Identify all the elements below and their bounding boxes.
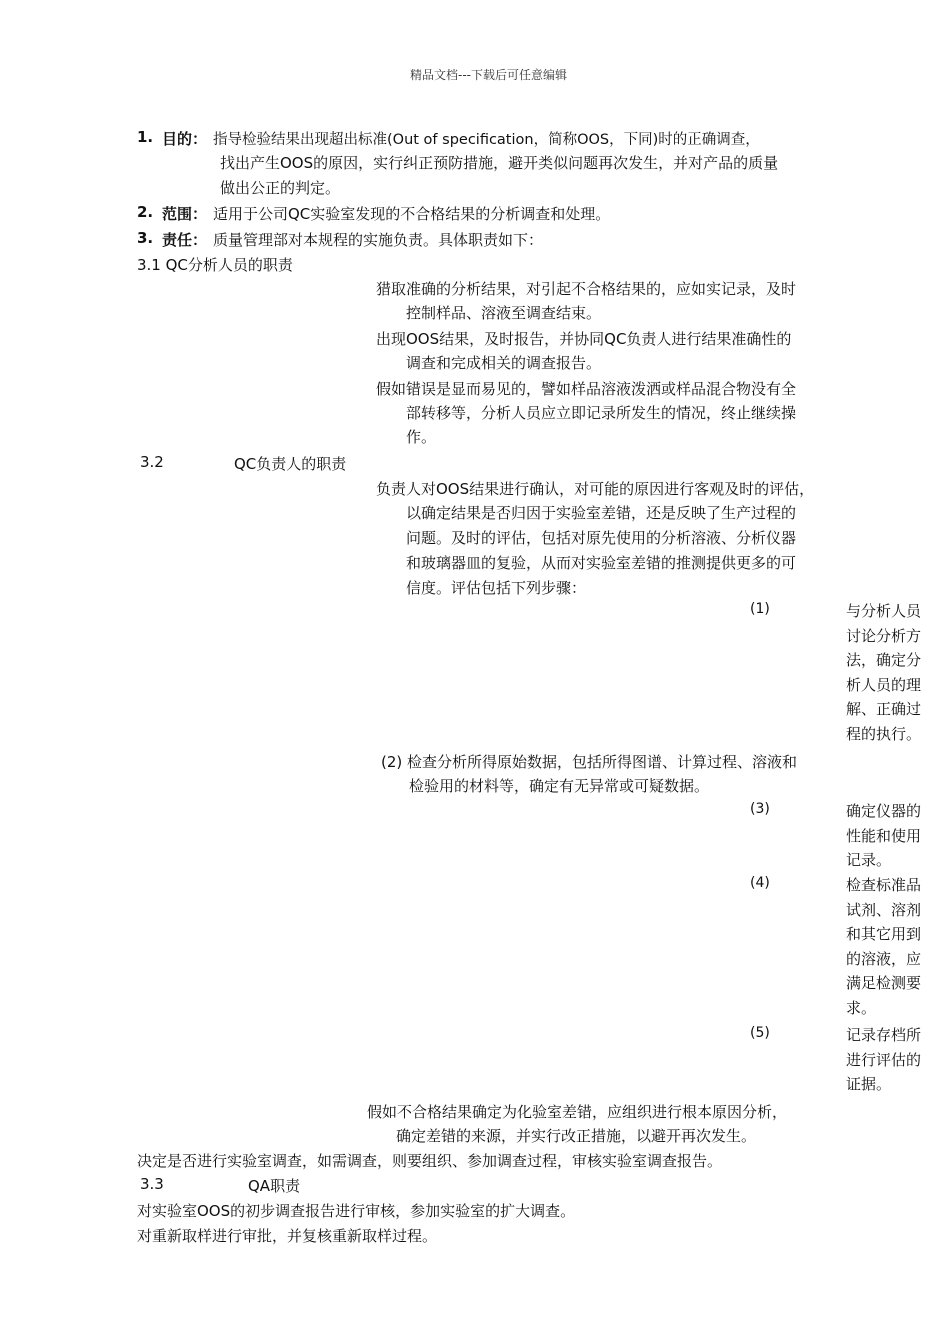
- section-3-3-title: QA职责: [248, 1177, 301, 1195]
- step-1-text: [846, 599, 921, 746]
- s32-p3: 决定是否进行实验室调查，如需调查，则要组织、参加调查过程，审核实验室调查报告。: [137, 1152, 723, 1170]
- section-1-number: 1.: [137, 128, 154, 146]
- section-2-label: 范围：: [162, 205, 208, 223]
- step-1-line: 与分析人员: [846, 602, 922, 620]
- s31-p2-line-2: 调查和完成相关的调查报告。: [406, 354, 602, 372]
- section-1-label: 目的：: [162, 130, 208, 148]
- s32-p2-line-2: 确定差错的来源，并实行改正措施，以避开再次发生。: [396, 1127, 757, 1145]
- step-5-line: 证据。: [846, 1075, 892, 1093]
- s32-p1-line-5: 信度。评估包括下列步骤：: [406, 579, 587, 597]
- section-2-number: 2.: [137, 203, 154, 221]
- step-5-text: [846, 1023, 921, 1097]
- step-2-line-2: 检验用的材料等，确定有无异常或可疑数据。: [409, 777, 710, 795]
- step-4-number: (4): [750, 875, 770, 891]
- section-1-line-1: 指导检验结果出现超出标准(Out of specification，简称OOS，下同)时的正确调查，: [213, 132, 760, 148]
- step-5-line: 进行评估的: [846, 1050, 922, 1069]
- step-2-line-1: (2) 检查分析所得原始数据，包括所得图谱、计算过程、溶液和: [381, 753, 798, 771]
- s31-p3-line-1: 假如错误是显而易见的，譬如样品溶液泼洒或样品混合物没有全: [376, 380, 797, 398]
- step-4-line: 满足检测要: [846, 974, 922, 992]
- step-4-line: 的溶液，应: [846, 949, 922, 968]
- s33-line-2: 对重新取样进行审批，并复核重新取样过程。: [137, 1227, 438, 1245]
- s32-p1-line-1: 负责人对OOS结果进行确认，对可能的原因进行客观及时的评估，: [376, 480, 815, 498]
- s31-p2-line-1: 出现OOS结果，及时报告，并协同QC负责人进行结果准确性的: [376, 330, 792, 348]
- step-3-line: 记录。: [846, 851, 892, 869]
- s32-p1-line-2: 以确定结果是否归因于实验室差错，还是反映了生产过程的: [406, 504, 797, 522]
- step-1-line: 析人员的理: [846, 675, 922, 694]
- s32-p1-line-4: 和玻璃器皿的复验，从而对实验室差错的推测提供更多的可: [406, 554, 797, 572]
- step-1-line: 解、正确过: [846, 700, 922, 718]
- step-4-text: [846, 873, 921, 1020]
- step-1-line: 程的执行。: [846, 724, 922, 743]
- s33-line-1: 对实验室OOS的初步调查报告进行审核，参加实验室的扩大调查。: [137, 1202, 576, 1220]
- step-4-line: 求。: [846, 998, 877, 1017]
- s32-p2-line-1: 假如不合格结果确定为化验室差错，应组织进行根本原因分析，: [367, 1103, 788, 1121]
- section-1-line-2: 找出产生OOS的原因，实行纠正预防措施，避开类似问题再次发生，并对产品的质量: [220, 154, 779, 172]
- s31-p3-line-3: 作。: [406, 428, 437, 446]
- s31-p3-line-2: 部转移等，分析人员应立即记录所发生的情况，终止继续操: [406, 404, 797, 422]
- step-4-line: 和其它用到: [846, 925, 922, 943]
- section-3-3-number: 3.3: [140, 1175, 164, 1193]
- step-5-number: (5): [750, 1025, 770, 1041]
- step-4-line: 检查标准品: [846, 876, 922, 894]
- section-1-line-3: 做出公正的判定。: [220, 179, 341, 197]
- section-3-text: 质量管理部对本规程的实施负责。具体职责如下：: [213, 231, 544, 249]
- step-1-line: 法，确定分: [846, 651, 922, 669]
- section-3-2-number: 3.2: [140, 453, 164, 471]
- section-3-number: 3.: [137, 229, 154, 247]
- section-3-2-title: QC负责人的职责: [234, 455, 347, 473]
- step-3-line: 确定仪器的: [846, 802, 922, 820]
- section-3-label: 责任：: [162, 231, 208, 249]
- s31-p1-line-2: 控制样品、溶液至调查结束。: [406, 304, 602, 322]
- s32-p1-line-3: 问题。及时的评估，包括对原先使用的分析溶液、分析仪器: [406, 529, 797, 547]
- step-5-line: 记录存档所: [846, 1026, 922, 1044]
- step-3-number: (3): [750, 801, 770, 817]
- step-1-line: 讨论分析方: [846, 626, 922, 645]
- step-4-line: 试剂、溶剂: [846, 900, 922, 919]
- step-1-number: (1): [750, 601, 770, 617]
- step-3-line: 性能和使用: [846, 826, 922, 845]
- section-2-text: 适用于公司QC实验室发现的不合格结果的分析调查和处理。: [213, 205, 611, 223]
- section-3-1-title: 3.1 QC分析人员的职责: [137, 256, 293, 274]
- page-header: 精品文档---下载后可任意编辑: [410, 68, 567, 82]
- s31-p1-line-1: 猎取准确的分析结果，对引起不合格结果的，应如实记录，及时: [376, 280, 797, 298]
- step-3-text: [846, 799, 921, 873]
